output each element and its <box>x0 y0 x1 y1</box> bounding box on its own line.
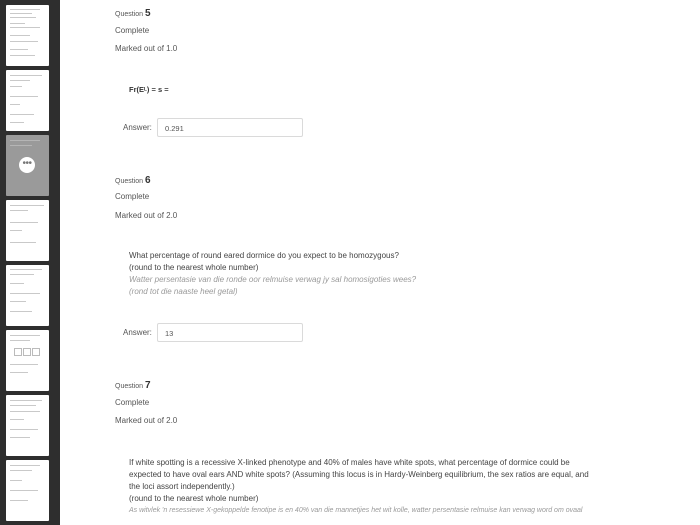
page-thumbnail-8[interactable] <box>6 460 49 521</box>
question-text-line: What percentage of round eared dormice do you expect to be homozygous? <box>129 251 399 260</box>
question-number: 6 <box>144 175 151 186</box>
question-text-translation: As witvlek 'n resessiewe X-gekoppelde fenotipe is en 40% van die mannetjies het wit kolle, watter persentasie relmuise kan verwag word om ovaal <box>129 507 583 514</box>
question-label: Question <box>115 383 144 390</box>
question-text-line: If white spotting is a recessive X-linked phenotype and 40% of males have white spots, what percentage of dormice could be <box>129 458 570 467</box>
question-text-translation: Watter persentasie van die ronde oor relmuise verwag jy sal homosigoties wees? <box>129 275 417 284</box>
question-text-line: (round to the nearest whole number) <box>129 263 259 272</box>
page-thumbnail-2[interactable] <box>6 70 49 131</box>
question-5-marks: Marked out of 1.0 <box>115 44 178 53</box>
page-thumbnail-6[interactable] <box>6 330 49 391</box>
page-thumbnail-1[interactable] <box>6 5 49 66</box>
question-5-formula: Fr(Eᴸ) = s = <box>129 85 169 94</box>
question-7-header <box>115 380 151 391</box>
page-thumbnail-4[interactable] <box>6 200 49 261</box>
question-5-header <box>115 8 151 19</box>
question-5-answer-label: Answer: <box>123 123 152 132</box>
question-5-status: Complete <box>115 26 150 35</box>
question-number: 5 <box>144 8 151 19</box>
question-7-marks: Marked out of 2.0 <box>115 416 178 425</box>
page-thumbnail-5[interactable] <box>6 265 49 326</box>
question-text-translation: (rond tot die naaste heel getal) <box>129 287 238 296</box>
thumbnail-menu-icon[interactable]: ••• <box>19 157 35 173</box>
question-7-status: Complete <box>115 398 150 407</box>
question-6-status: Complete <box>115 192 150 201</box>
question-5-answer-field[interactable]: 0.291 <box>157 118 303 137</box>
page-thumbnail-sidebar <box>0 0 60 525</box>
question-label: Question <box>115 11 144 18</box>
page-thumbnail-7[interactable] <box>6 395 49 456</box>
question-text-line: (round to the nearest whole number) <box>129 494 259 503</box>
question-6-header <box>115 175 151 186</box>
question-number: 7 <box>144 380 151 391</box>
question-6-marks: Marked out of 2.0 <box>115 211 178 220</box>
question-7-text <box>129 457 589 517</box>
question-6-text <box>129 250 416 298</box>
question-label: Question <box>115 178 144 185</box>
question-text-line: the loci assort independently.) <box>129 482 235 491</box>
question-6-answer-field[interactable]: 13 <box>157 323 303 342</box>
page-thumbnail-3-selected[interactable] <box>6 135 49 196</box>
quiz-review-content <box>60 0 700 525</box>
question-6-answer-label: Answer: <box>123 328 152 337</box>
question-text-line: expected to have oval ears AND white spots? (Assuming this locus is in Hardy-Weinberg equilibrium, the sex ratios are equal, and <box>129 470 589 479</box>
